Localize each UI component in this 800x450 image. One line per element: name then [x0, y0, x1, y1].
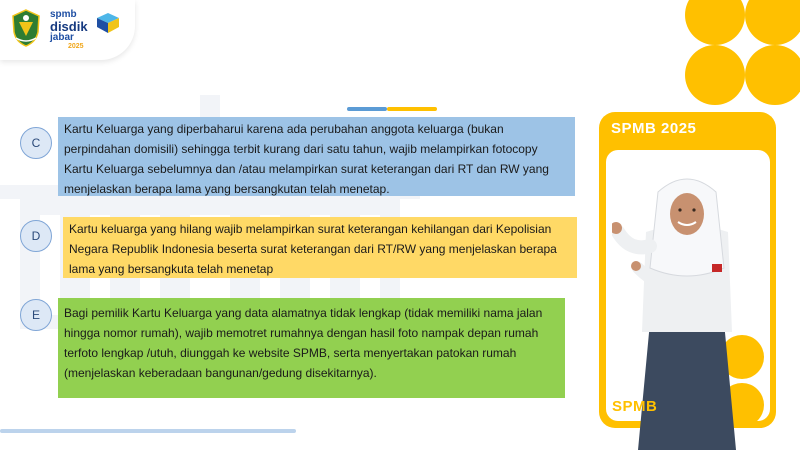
divider-blue-segment [347, 107, 387, 111]
logo-text-jabar: jabar [50, 32, 74, 43]
spmb-cube-icon [96, 12, 120, 34]
bottom-divider [0, 429, 296, 433]
item-letter-e: E [20, 299, 52, 331]
divider-yellow-segment [387, 107, 437, 111]
promo-card-title: SPMB 2025 [611, 120, 697, 137]
logo-text-disdik: disdik [50, 19, 88, 34]
decorative-flower-top-right [670, 0, 800, 120]
spmb-disdik-logo [50, 10, 88, 50]
title-divider [347, 107, 437, 111]
logo-text-spmb: spmb [50, 9, 77, 20]
west-java-emblem-icon [10, 8, 42, 48]
logo-text-year: 2025 [68, 43, 84, 50]
header-logo-panel [0, 0, 135, 60]
item-letter-c: C [20, 127, 52, 159]
item-d-text-box: Kartu keluarga yang hilang wajib melampirkan surat keterangan kehilangan dari Kepolisian Negara Republik Indonesia beserta surat keterangan dari RT/RW yang menjelaskan berapa lama yang bersangkuta telah menetap [63, 217, 577, 278]
item-letter-d: D [20, 220, 52, 252]
promo-card-footer: SPMB [612, 398, 658, 415]
item-e-text-box: Bagi pemilik Kartu Keluarga yang data alamatnya tidak lengkap (tidak memiliki nama jalan hingga nomor rumah), wajib memotret rumahnya dengan hasil foto nampak depan rumah terfoto lengkap /utuh, diunggah ke website SPMB, serta menyertakan patokan rumah (menjelaskan keberadaan bangunan/gedung disekitarnya). [58, 298, 565, 398]
item-c-text-box: Kartu Keluarga yang diperbaharui karena ada perubahan anggota keluarga (bukan perpindahan domisili) sehingga terbit kurang dari satu tahun, wajib melampirkan fotocopy Kartu Keluarga sebelumnya dan /atau melampirkan surat keterangan dari RT dan RW yang menjelaskan berapa lama yang bersangkutan telah menetap. [58, 117, 575, 196]
